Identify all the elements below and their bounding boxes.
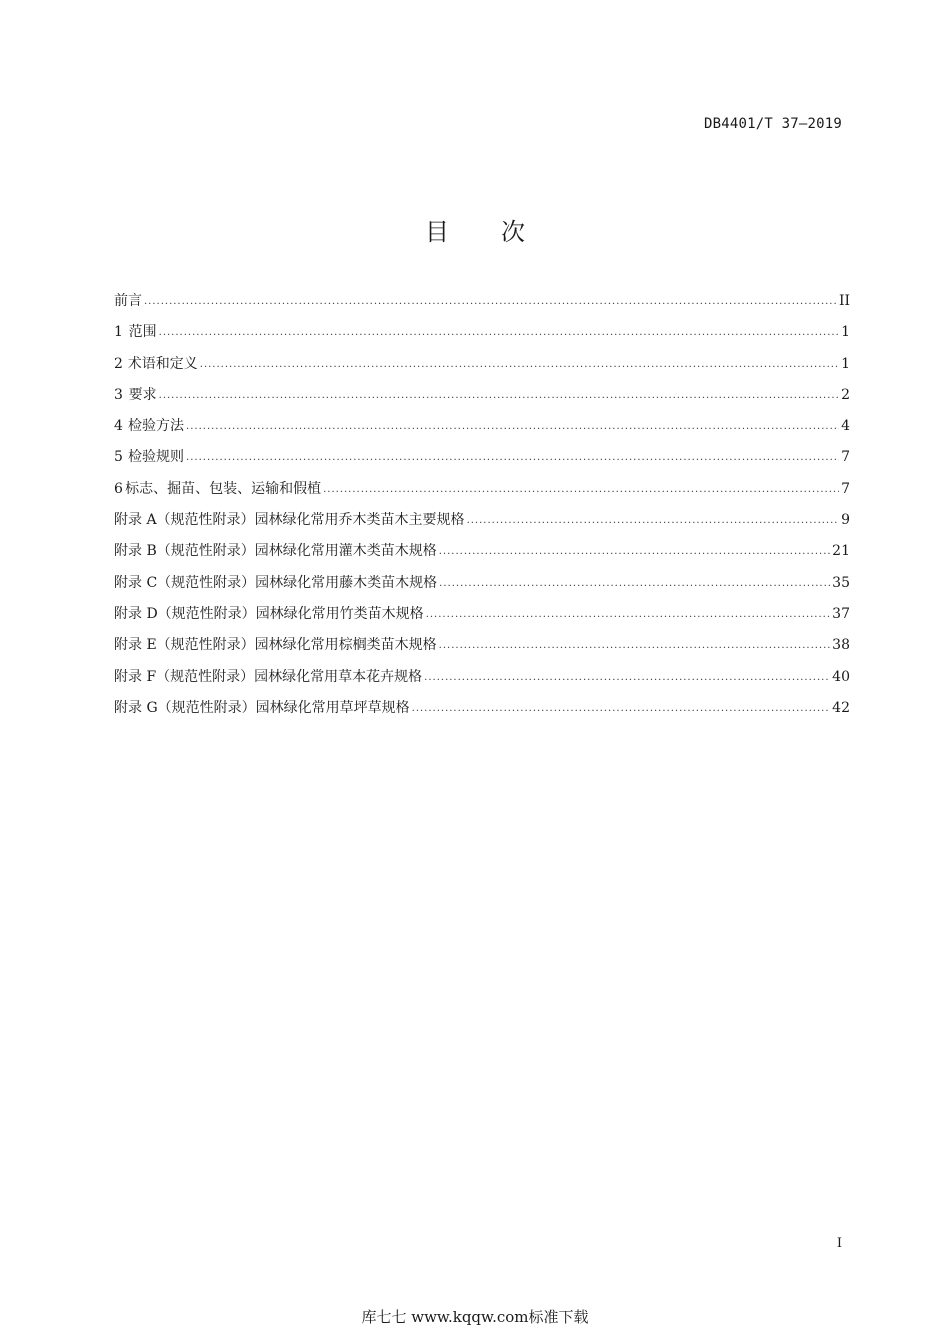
toc-entry-appendix-d[interactable] [114,599,850,630]
toc-entry-appendix-c[interactable] [114,568,850,599]
toc-entry-label: 要求 [128,386,157,403]
toc-entry-label: 检验规则 [128,449,185,466]
toc-leader-dots [200,360,839,370]
toc-leader-dots [186,422,839,432]
toc-leader-dots [424,673,830,683]
toc-entry-requirements[interactable] [114,380,850,411]
toc-entry-page: 40 [832,668,850,685]
toc-entry-appendix-a[interactable] [114,505,850,536]
toc-leader-dots [159,328,839,338]
toc-entry-page: 38 [832,637,850,654]
document-code: DB4401/T 37—2019 [703,116,842,132]
toc-leader-dots [439,579,830,589]
toc-entry-appendix-f[interactable] [114,662,850,693]
toc-entry-label: 术语和定义 [127,355,198,372]
toc-appendix-designation: 附录 A（规范性附录） [114,512,255,529]
toc-entry-number: 1 [114,324,123,341]
page-number: I [836,1236,842,1251]
toc-entry-page: 7 [841,449,850,466]
toc-appendix-title: 园林绿化常用草本花卉规格 [254,668,423,685]
toc-appendix-designation: 附录 F（规范性附录） [114,668,255,685]
toc-entry-number: 4 [114,418,123,435]
toc-entry-number: 5 [114,449,123,466]
toc-entry-terms[interactable] [114,349,850,380]
toc-entry-test-methods[interactable] [114,411,850,442]
toc-entry-appendix-g[interactable] [114,693,850,724]
toc-entry-page: 35 [832,574,850,591]
toc-entry-appendix-e[interactable] [114,630,850,661]
toc-appendix-designation: 附录 G（规范性附录） [114,699,256,716]
toc-entry-page: 7 [841,480,850,497]
toc-entry-page: II [838,293,850,309]
toc-entry-page: 1 [841,355,850,372]
toc-entry-label: 检验方法 [128,418,185,435]
toc-leader-dots [426,610,830,620]
toc-entry-page: 9 [841,512,850,529]
toc-leader-dots [412,704,831,714]
toc-appendix-designation: 附录 D（规范性附录） [114,605,256,622]
toc-appendix-designation: 附录 B（规范性附录） [114,543,255,560]
toc-entry-scope[interactable] [114,317,850,348]
toc-appendix-title: 园林绿化常用乔木类苗木主要规格 [254,512,465,529]
table-of-contents [114,286,850,724]
toc-appendix-title: 园林绿化常用藤木类苗木规格 [255,574,438,591]
toc-entry-page: 42 [832,699,850,716]
toc-entry-page: 37 [832,605,850,622]
toc-entry-number: 2 [114,355,123,372]
toc-leader-dots [467,516,840,526]
toc-entry-page: 21 [832,543,850,560]
toc-entry-page: 2 [841,386,850,403]
toc-leader-dots [439,641,831,651]
toc-entry-appendix-b[interactable] [114,536,850,567]
toc-appendix-title: 园林绿化常用草坪草规格 [255,699,410,716]
toc-entry-number: 3 [114,386,123,403]
toc-leader-dots [439,547,830,557]
toc-entry-inspection-rules[interactable] [114,442,850,473]
toc-entry-page: 4 [841,418,850,435]
toc-leader-dots [323,485,839,495]
toc-entry-label: 前言 [114,293,142,309]
toc-leader-dots [144,297,837,307]
page-title: 目次 [425,218,577,246]
toc-appendix-designation: 附录 C（规范性附录） [114,574,256,591]
toc-leader-dots [186,453,839,463]
toc-entry-label: 标志、掘苗、包装、运输和假植 [125,480,322,497]
toc-entry-foreword[interactable] [114,286,850,317]
toc-appendix-title: 园林绿化常用灌木类苗木规格 [254,543,437,560]
toc-entry-label: 范围 [128,324,157,341]
toc-appendix-designation: 附录 E（规范性附录） [114,637,255,654]
toc-entry-marking-packing[interactable] [114,474,850,505]
toc-appendix-title: 园林绿化常用竹类苗木规格 [255,605,424,622]
toc-leader-dots [159,391,839,401]
toc-entry-number: 6 [114,480,123,497]
toc-appendix-title: 园林绿化常用棕榈类苗木规格 [254,637,437,654]
watermark-text: 库七七 www.kqqw.com标准下载 [361,1308,589,1326]
toc-entry-page: 1 [841,324,850,341]
